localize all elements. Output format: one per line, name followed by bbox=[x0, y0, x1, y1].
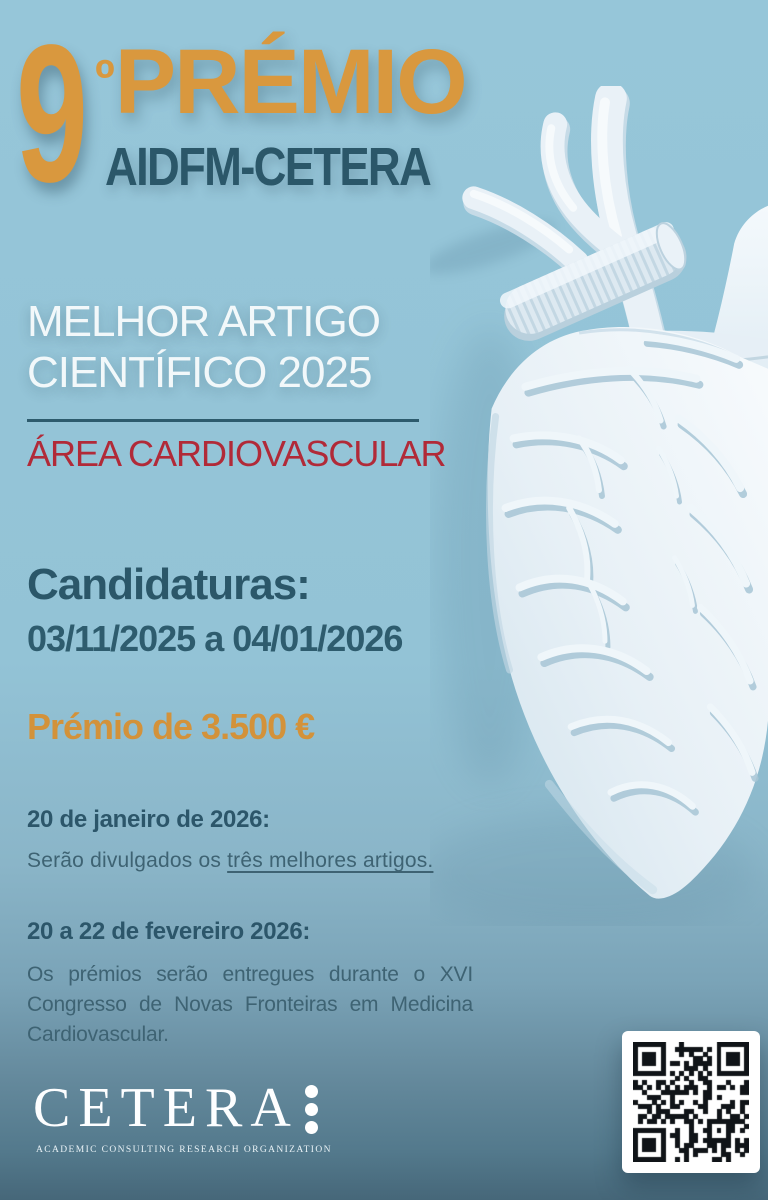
milestone-text-prefix: Serão divulgados os bbox=[27, 849, 228, 872]
milestone-date: 20 de janeiro de 2026: bbox=[27, 806, 270, 833]
prize-amount: Prémio de 3.500 € bbox=[27, 706, 315, 747]
milestone-january bbox=[27, 806, 433, 873]
divider bbox=[27, 419, 419, 422]
applications-label: Candidaturas: bbox=[27, 560, 310, 609]
cetera-logo bbox=[33, 1077, 332, 1155]
heart-svg bbox=[430, 86, 768, 926]
title-word: PRÉMIO bbox=[114, 31, 466, 133]
milestone-date: 20 a 22 de fevereiro 2026: bbox=[27, 918, 311, 945]
logo-tagline: ACADEMIC CONSULTING RESEARCH ORGANIZATION bbox=[36, 1145, 332, 1155]
logo-dot bbox=[305, 1121, 318, 1134]
applications-period: 03/11/2025 a 04/01/2026 bbox=[27, 618, 403, 659]
headline-line2: CIENTÍFICO 2025 bbox=[27, 348, 372, 398]
edition-ordinal: º bbox=[95, 49, 115, 109]
milestone-text-underlined: três melhores artigos. bbox=[227, 849, 434, 872]
title-block bbox=[16, 4, 492, 223]
title-organization: AIDFM-CETERA bbox=[105, 136, 431, 197]
logo-row bbox=[33, 1077, 332, 1139]
title-right bbox=[95, 31, 492, 198]
logo-dot bbox=[305, 1085, 318, 1098]
milestone-text bbox=[27, 849, 433, 873]
qr-code-pattern bbox=[633, 1042, 749, 1162]
logo-dot bbox=[305, 1103, 318, 1116]
logo-wordmark: CETERA bbox=[33, 1077, 299, 1139]
title-line1 bbox=[95, 31, 492, 133]
headline bbox=[27, 296, 380, 398]
edition-number: 9 bbox=[16, 4, 88, 223]
heart-illustration bbox=[430, 86, 768, 926]
area-label: ÁREA CARDIOVASCULAR bbox=[27, 433, 446, 474]
milestone-text: Os prémios serão entregues durante o XVI Congresso de Novas Fronteiras em Medicina Cardiovascular. bbox=[27, 963, 473, 1046]
headline-line1: MELHOR ARTIGO bbox=[27, 297, 380, 346]
applications-block bbox=[27, 560, 402, 660]
milestone-february bbox=[27, 918, 473, 1049]
qr-code bbox=[622, 1031, 760, 1173]
logo-dots-icon bbox=[305, 1085, 318, 1134]
